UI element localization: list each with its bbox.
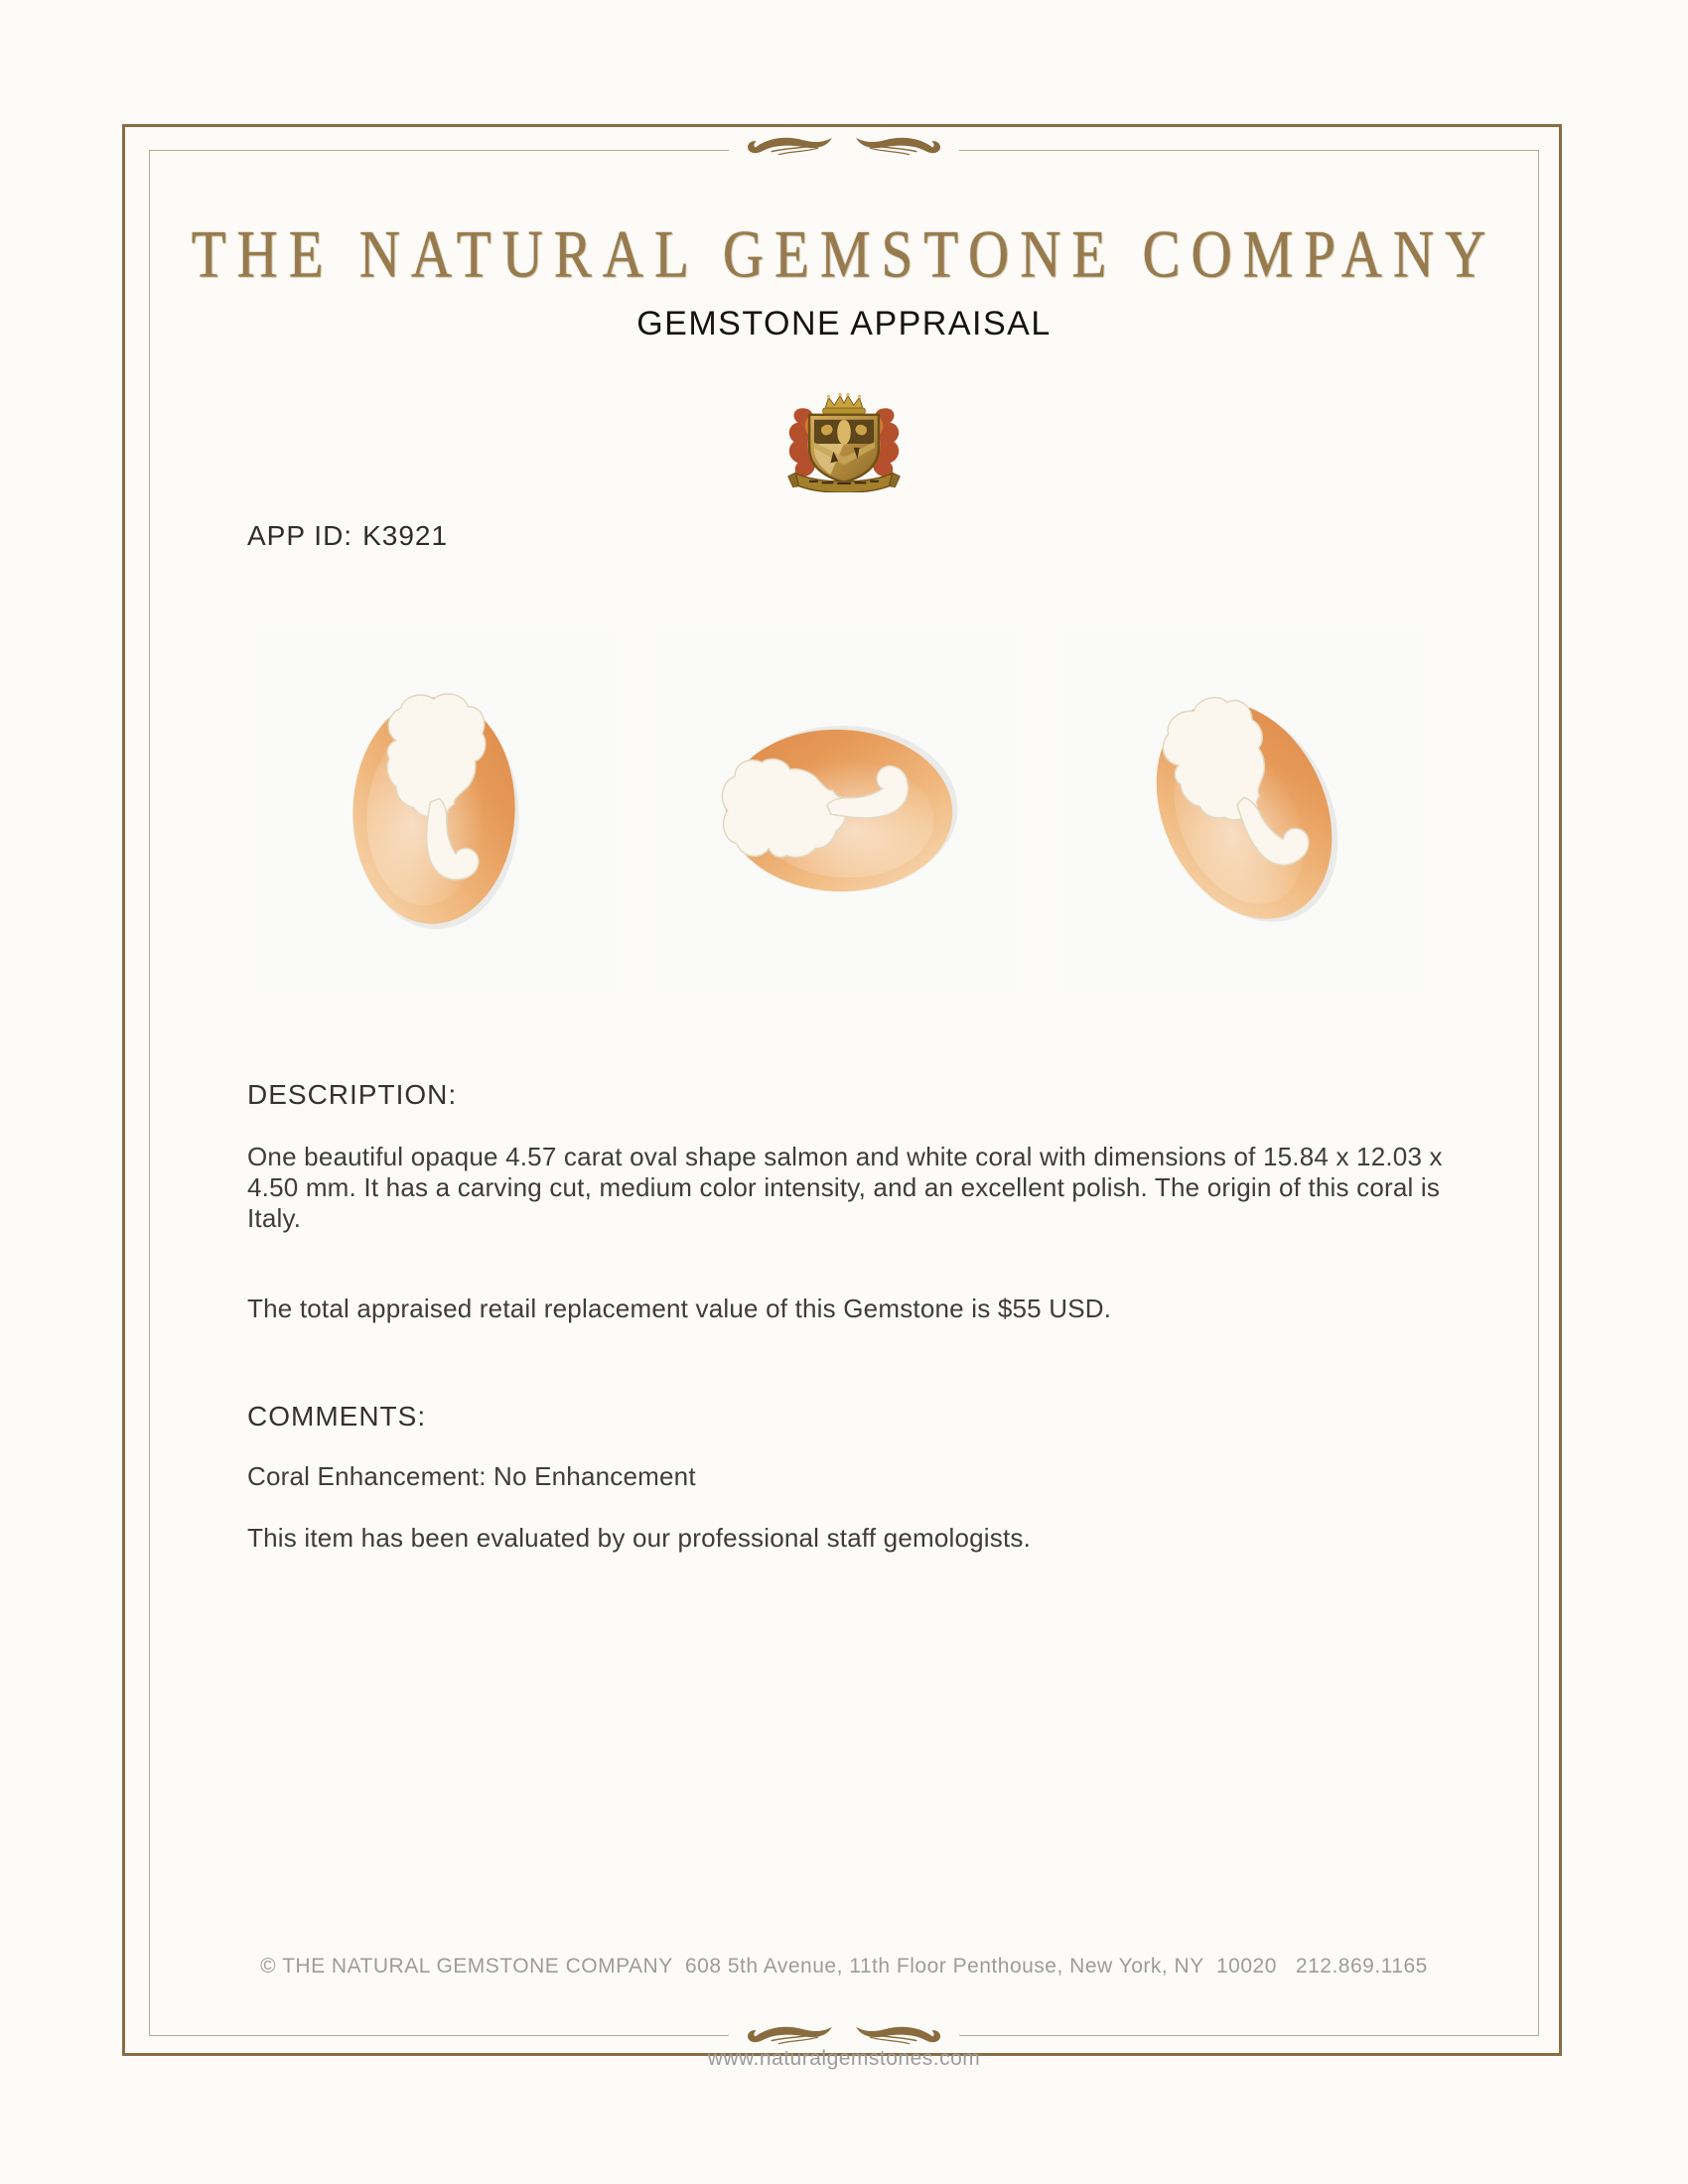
company-name: THE NATURAL GEMSTONE COMPANY xyxy=(191,217,1497,292)
coral-cameo-upright-icon xyxy=(329,685,539,935)
gem-photo-1 xyxy=(250,625,618,995)
evaluation-note: This item has been evaluated by our professional staff gemologists. xyxy=(247,1523,1032,1553)
app-id-value: K3921 xyxy=(362,520,449,551)
comments-heading: COMMENTS: xyxy=(247,1401,427,1432)
footer xyxy=(0,1889,1688,2135)
description-heading: DESCRIPTION: xyxy=(247,1079,458,1110)
appraised-value-line: The total appraised retail replacement value of this Gemstone is $55 USD. xyxy=(247,1294,1112,1323)
footer-address: © THE NATURAL GEMSTONE COMPANY 608 5th Avenue, 11th Floor Penthouse, New York, NY 10020 212.869.1165 xyxy=(260,1955,1428,1978)
enhancement-note: Coral Enhancement: No Enhancement xyxy=(247,1461,696,1491)
flourish-bottom-icon xyxy=(729,2021,959,2047)
footer-website: www.naturalgemstones.com xyxy=(707,2047,981,2070)
document-title: GEMSTONE APPRAISAL xyxy=(636,305,1052,342)
description-body: One beautiful opaque 4.57 carat oval shape salmon and white coral with dimensions of 15.84 x 12.03 x 4.50 mm. It has a carving cut, medium color intensity, and an excellent polish. The origin of this coral is Italy. xyxy=(247,1142,1443,1233)
gem-photo-3 xyxy=(1060,625,1428,995)
flourish-top-icon xyxy=(729,132,959,158)
heraldic-crest-icon xyxy=(780,391,908,492)
gem-photo-2 xyxy=(655,625,1023,995)
app-id-label: APP ID: xyxy=(247,520,353,551)
coral-cameo-sideways-icon xyxy=(714,705,964,915)
coral-cameo-tilted-icon xyxy=(1101,657,1387,963)
app-id xyxy=(247,520,448,552)
